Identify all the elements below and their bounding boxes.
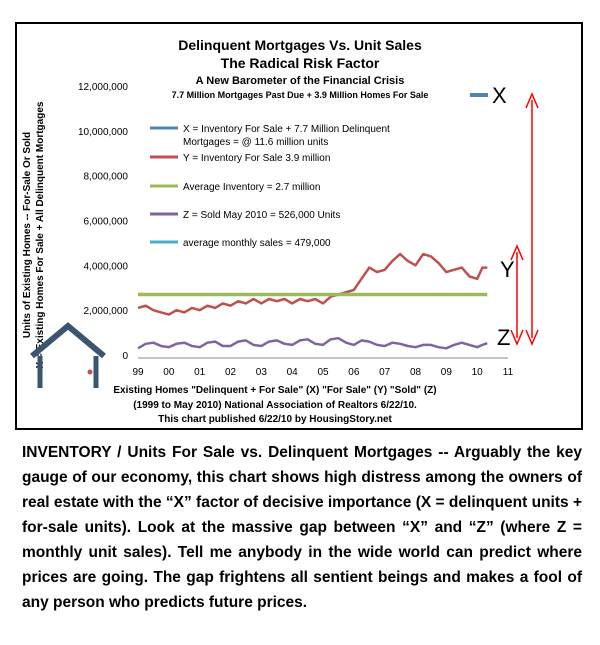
x-tick-label: 02 bbox=[224, 367, 237, 378]
legend-label: X = Inventory For Sale + 7.7 Million Delinquent bbox=[183, 124, 390, 135]
x-tick-label: 11 bbox=[502, 367, 514, 378]
gap-arrow bbox=[526, 94, 538, 344]
series-y-line bbox=[138, 254, 487, 315]
x-tick-label: 01 bbox=[194, 367, 206, 378]
caption: INVENTORY / Units For Sale vs. Delinquent Mortgages -- Arguably the key gauge of our economy, this chart shows high distress among the owners of real estate with the “X” factor of decisive importance (X = delinquent units + for-sale units). Look at the massive gap between “X” and “Z” (where Z = monthly unit sales). Tell me anybody in the wide world can predict where prices are going. The gap frightens all sentient beings and makes a fool of any person who predicts future prices. bbox=[22, 444, 582, 611]
x-marker-label: X bbox=[492, 83, 507, 108]
x-tick-label: 03 bbox=[255, 367, 267, 378]
legend-label: Average Inventory = 2.7 million bbox=[183, 182, 321, 193]
y-tick-label: 2,000,000 bbox=[83, 306, 128, 318]
y-tick-label: 12,000,000 bbox=[77, 82, 128, 93]
legend-label: average monthly sales = 479,000 bbox=[183, 238, 331, 249]
x-axis-label-2: (1999 to May 2010) National Association of Realtors 6/22/10. bbox=[133, 400, 417, 411]
x-tick-label: 06 bbox=[348, 367, 360, 378]
legend-label: Z = Sold May 2010 = 526,000 Units bbox=[183, 210, 341, 221]
y-tick-label: 4,000,000 bbox=[83, 261, 128, 273]
legend-label: Y = Inventory For Sale 3.9 million bbox=[183, 153, 331, 164]
y-axis-label-2: X = Existing Homes For Sale + All Delinquent Mortgages bbox=[35, 101, 46, 369]
x-tick-label: 10 bbox=[471, 367, 483, 378]
chart-title: Delinquent Mortgages Vs. Unit Sales bbox=[178, 37, 422, 53]
x-axis-label-1: Existing Homes "Delinquent + For Sale" (X) "For Sale" (Y) "Sold" (Z) bbox=[113, 385, 437, 396]
series-z-line bbox=[138, 338, 487, 348]
y-tick-label: 6,000,000 bbox=[83, 216, 128, 228]
x-tick-label: 09 bbox=[440, 367, 452, 378]
y-marker-label: Y bbox=[500, 257, 515, 282]
chart-subtitle-3: 7.7 Million Mortgages Past Due + 3.9 Million Homes For Sale bbox=[171, 90, 429, 100]
x-tick-label: 05 bbox=[317, 367, 329, 378]
z-marker-label: Z bbox=[497, 325, 511, 350]
x-tick-label: 07 bbox=[379, 367, 391, 378]
y-axis-label-1: Units of Existing Homes -- For-Sale Or Sold bbox=[22, 131, 33, 339]
x-tick-label: 99 bbox=[132, 367, 144, 378]
legend-label-continued: Mortgages = @ 11.6 million units bbox=[183, 137, 329, 148]
x-axis-label-3: This chart published 6/22/10 by HousingStory.net bbox=[158, 414, 392, 425]
y-tick-label: 0 bbox=[122, 351, 128, 362]
x-tick-label: 04 bbox=[286, 367, 298, 378]
x-tick-label: 08 bbox=[409, 367, 422, 378]
chart-subtitle: The Radical Risk Factor bbox=[220, 55, 380, 71]
y-tick-label: 8,000,000 bbox=[83, 171, 128, 183]
x-tick-label: 00 bbox=[163, 367, 175, 378]
y-tick-label: 10,000,000 bbox=[77, 126, 128, 138]
chart-subtitle-2: A New Barometer of the Financial Crisis bbox=[195, 75, 405, 87]
